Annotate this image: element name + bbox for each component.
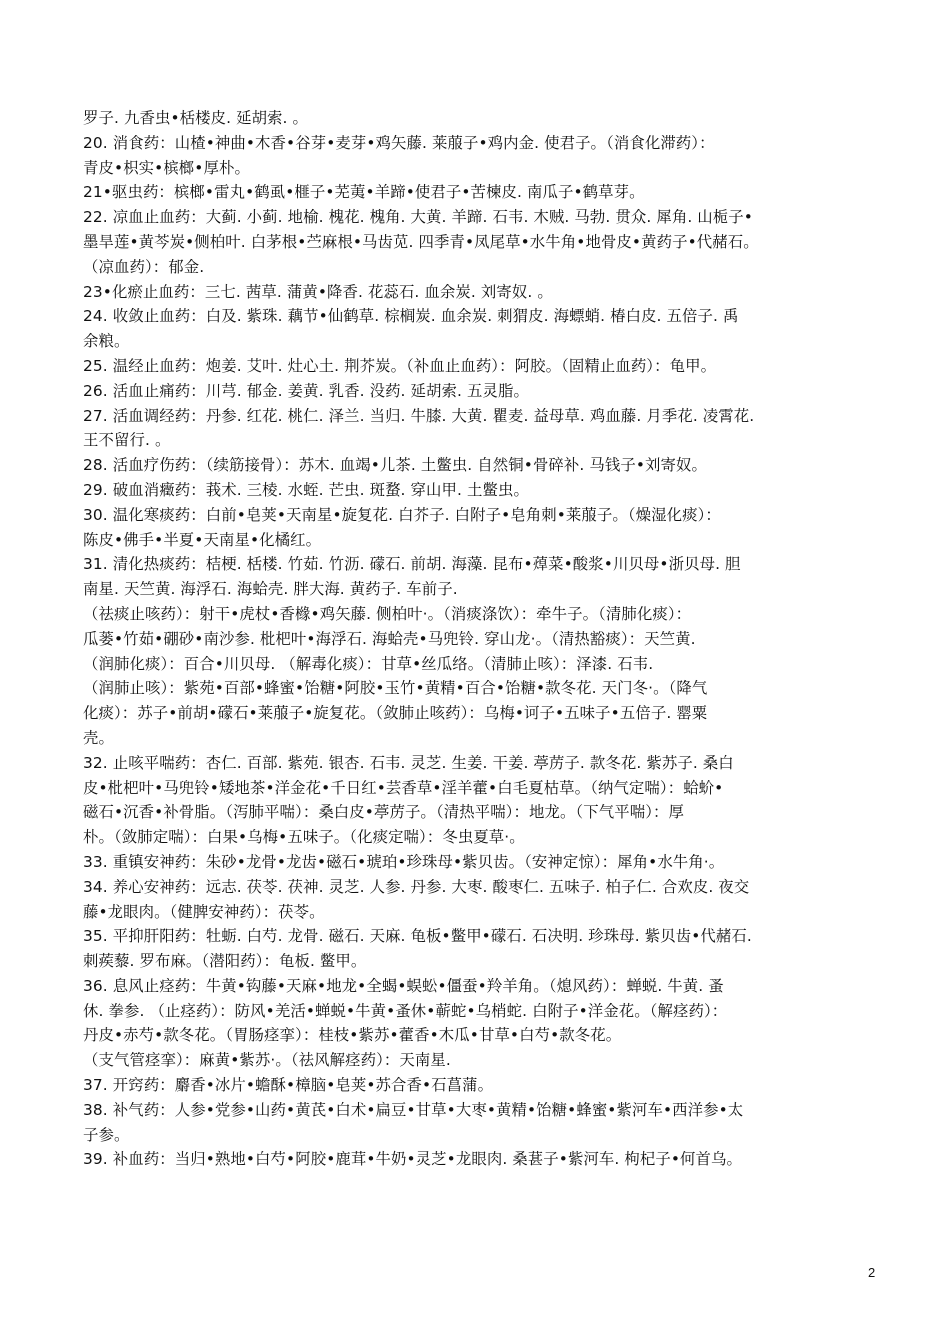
- text-line: 朴。（敛肺定喘）：白果•乌梅•五味子。（化痰定喘）：冬虫夏草·。: [83, 828, 525, 847]
- text-line: 王不留行. 。: [83, 431, 171, 450]
- text-line: 罗子. 九香虫•栝楼皮. 延胡索. 。: [83, 109, 309, 127]
- text-line: 29. 破血消癥药：莪术. 三棱. 水蛭. 芒虫. 斑蝥. 穿山甲. 土鳖虫。: [83, 480, 529, 499]
- text-line: 34. 养心安神药：远志. 茯苓. 茯神. 灵芝. 人参. 丹参. 大枣. 酸枣仁. 五味子. 柏子仁. 合欢皮. 夜交: [83, 877, 750, 896]
- text-line: 余粮。: [83, 332, 130, 351]
- text-line: 35. 平抑肝阳药：牡蛎. 白芍. 龙骨. 磁石. 天麻. 龟板•鳖甲•礞石. 石决明. 珍珠母. 紫贝齿•代赭石.: [83, 927, 752, 946]
- page-number: 2: [868, 1265, 876, 1280]
- text-line: 磁石•沉香•补骨脂。（泻肺平喘）：桑白皮•葶苈子。（清热平喘）：地龙。（下气平喘）：厚: [83, 803, 684, 822]
- text-line: 22. 凉血止血药：大蓟. 小蓟. 地榆. 槐花. 槐角. 大黄. 羊蹄. 石韦. 木贼. 马勃. 贯众. 犀角. 山栀子•: [83, 208, 753, 227]
- text-line: 36. 息风止痉药：牛黄•钩藤•天麻•地龙•全蝎•蜈蚣•僵蚕•羚羊角。（熄风药）：蝉蜕. 牛黄. 蚤: [83, 976, 724, 995]
- text-line: 南星. 天竺黄. 海浮石. 海蛤壳. 胖大海. 黄药子. 车前子.: [83, 580, 458, 599]
- text-line: 26. 活血止痛药：川芎. 郁金. 姜黄. 乳香. 没药. 延胡索. 五灵脂。: [83, 381, 529, 400]
- text-line: （祛痰止咳药）：射干•虎杖•香橼•鸡矢藤. 侧柏叶·。（消痰涤饮）：牵牛子。（清肺化痰）：: [83, 604, 692, 623]
- text-line: 刺蒺藜. 罗布麻。（潜阳药）：龟板. 鳖甲。: [83, 952, 367, 971]
- document-body: [83, 106, 903, 1172]
- text-line: 化痰）：苏子•前胡•礞石•莱菔子•旋复花。（敛肺止咳药）：乌梅•诃子•五味子•五倍子. 罂粟: [83, 704, 708, 723]
- text-line: 皮•枇杷叶•马兜铃•矮地茶•洋金花•千日红•芸香草•淫羊藿•白毛夏枯草。（纳气定喘）：蛤蚧•: [83, 778, 724, 797]
- text-line: 38. 补气药：人参•党参•山药•黄芪•白术•扁豆•甘草•大枣•黄精•饴糖•蜂蜜•紫河车•西洋参•太: [83, 1100, 744, 1119]
- text-line: （支气管痉挛）：麻黄•紫苏·。（祛风解痉药）：天南星.: [83, 1051, 451, 1070]
- text-line: 31. 清化热痰药：桔梗. 栝楼. 竹茹. 竹沥. 礞石. 前胡. 海藻. 昆布•蔊菜•酸浆•川贝母•浙贝母. 胆: [83, 555, 741, 574]
- text-line: 藤•龙眼肉。（健脾安神药）：茯苓。: [83, 902, 325, 921]
- text-line: （润肺化痰）：百合•川贝母. （解毒化痰）：甘草•丝瓜络。（清肺止咳）：泽漆. 石韦.: [83, 654, 654, 673]
- text-line: 瓜蒌•竹茹•硼砂•南沙参. 枇杷叶•海浮石. 海蛤壳•马兜铃. 穿山龙·。（清热豁痰）：天竺黄.: [83, 629, 696, 648]
- text-line: 33. 重镇安神药：朱砂•龙骨•龙齿•磁石•琥珀•珍珠母•紫贝齿。（安神定惊）：犀角•水牛角·。: [83, 852, 725, 871]
- text-line: 20. 消食药：山楂•神曲•木香•谷芽•麦芽•鸡矢藤. 莱菔子•鸡内金. 使君子。（消食化滞药）：: [83, 133, 715, 152]
- text-line: 墨旱莲•黄芩炭•侧柏叶. 白茅根•苎麻根•马齿苋. 四季青•凤尾草•水牛角•地骨皮•黄药子•代赭石。: [83, 232, 759, 251]
- text-line: 24. 收敛止血药：白及. 紫珠. 藕节•仙鹤草. 棕榈炭. 血余炭. 刺猬皮. 海螵蛸. 椿白皮. 五倍子. 禹: [83, 307, 739, 326]
- text-line: 壳。: [83, 728, 114, 747]
- text-line: 25. 温经止血药：炮姜. 艾叶. 灶心土. 荆芥炭。（补血止血药）：阿胶。（固精止血药）：龟甲。: [83, 356, 717, 375]
- text-line: （润肺止咳）：紫苑•百部•蜂蜜•饴糖•阿胶•玉竹•黄精•百合•饴糖•款冬花. 天门冬·。（降气: [83, 679, 708, 698]
- text-line: 丹皮•赤芍•款冬花。（胃肠痉挛）：桂枝•紫苏•藿香•木瓜•甘草•白芍•款冬花。: [83, 1026, 622, 1045]
- text-line: （凉血药）：郁金.: [83, 257, 205, 276]
- text-line: 39. 补血药：当归•熟地•白芍•阿胶•鹿茸•牛奶•灵芝•龙眼肉. 桑葚子•紫河车. 枸杞子•何首乌。: [83, 1150, 743, 1169]
- text-line: 21•驱虫药：槟榔•雷丸•鹤虱•榧子•芜荑•羊蹄•使君子•苦楝皮. 南瓜子•鹤草芽。: [83, 183, 645, 202]
- text-line: 陈皮•佛手•半夏•天南星•化橘红。: [83, 530, 322, 549]
- text-line: 子参。: [83, 1125, 130, 1144]
- text-line: 青皮•枳实•槟榔•厚朴。: [83, 158, 250, 177]
- text-line: 30. 温化寒痰药：白前•皂荚•天南星•旋复花. 白芥子. 白附子•皂角刺•莱菔子。（燥湿化痰）：: [83, 505, 721, 524]
- text-line: 休. 拳参. （止痉药）：防风•羌活•蝉蜕•牛黄•蚤休•蕲蛇•乌梢蛇. 白附子•洋金花。（解痉药）：: [83, 1001, 728, 1020]
- text-line: 27. 活血调经药：丹参. 红花. 桃仁. 泽兰. 当归. 牛膝. 大黄. 瞿麦. 益母草. 鸡血藤. 月季花. 凌霄花.: [83, 406, 755, 425]
- text-line: 23•化瘀止血药：三七. 茜草. 蒲黄•降香. 花蕊石. 血余炭. 刘寄奴. 。: [83, 282, 553, 301]
- text-line: 37. 开窍药：麝香•冰片•蟾酥•樟脑•皂荚•苏合香•石菖蒲。: [83, 1076, 494, 1095]
- text-line: 32. 止咳平喘药：杏仁. 百部. 紫苑. 银杏. 石韦. 灵芝. 生姜. 干姜. 葶苈子. 款冬花. 紫苏子. 桑白: [83, 753, 734, 772]
- text-line: 28. 活血疗伤药：（续筋接骨）：苏木. 血竭•儿茶. 土鳖虫. 自然铜•骨碎补. 马钱子•刘寄奴。: [83, 456, 708, 475]
